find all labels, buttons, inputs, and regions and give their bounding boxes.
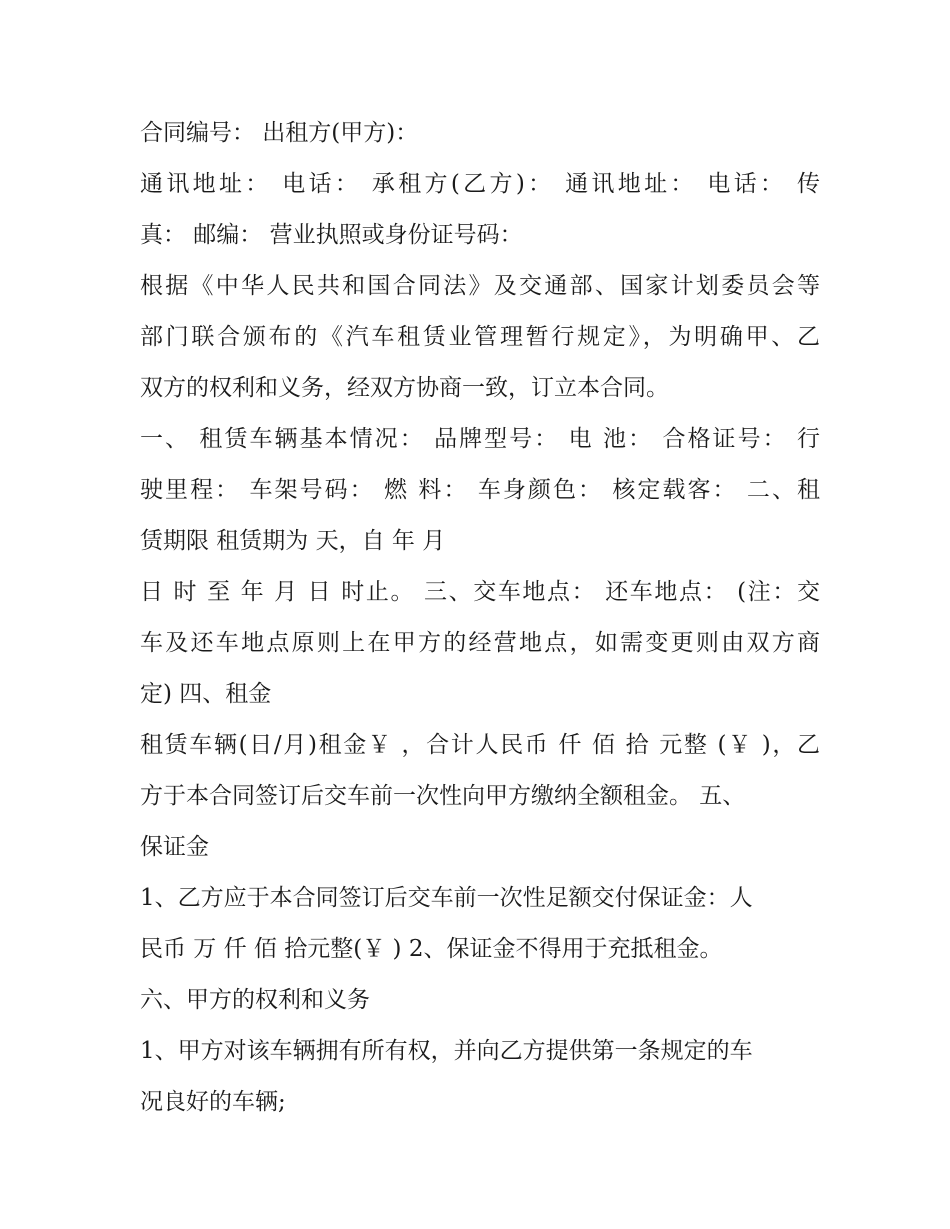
text-line-section-1-cont: 驶里程： 车架号码： 燃 料： 车身颜色： 核定载客： 二、租 bbox=[140, 477, 820, 503]
text-line-section-4-heading: 定) 四、租金 bbox=[140, 681, 272, 707]
text-line-deposit-1: 1、乙方应于本合同签订后交车前一次性足额交付保证金：人 bbox=[140, 885, 753, 911]
text-line-lease-term: 赁期限 租赁期为 天，自 年 月 bbox=[140, 528, 446, 554]
text-line-preamble-1: 根据《中华人民共和国合同法》及交通部、国家计划委员会等 bbox=[140, 273, 820, 299]
text-line-preamble-2: 部门联合颁布的《汽车租赁业管理暂行规定》，为明确甲、乙 bbox=[140, 324, 820, 350]
text-line-postcode-license: 真： 邮编： 营业执照或身份证号码： bbox=[140, 222, 523, 248]
contract-body bbox=[140, 108, 820, 1128]
text-line-section-1: 一、 租赁车辆基本情况： 品牌型号： 电 池： 合格证号： 行 bbox=[140, 426, 820, 452]
text-line-contract-no: 合同编号： 出租方(甲方)： bbox=[140, 120, 419, 146]
text-line-section-3: 日 时 至 年 月 日 时止。 三、交车地点： 还车地点： (注：交 bbox=[140, 579, 820, 605]
text-line-section-5-heading: 保证金 bbox=[140, 834, 209, 860]
text-line-address-phone: 通讯地址： 电话： 承租方(乙方)： 通讯地址： 电话： 传 bbox=[140, 171, 820, 197]
text-line-lessor-duty-1-cont: 况良好的车辆; bbox=[140, 1089, 286, 1115]
text-line-preamble-3: 双方的权利和义务，经双方协商一致，订立本合同。 bbox=[140, 375, 669, 401]
text-line-lessor-duty-1: 1、甲方对该车辆拥有所有权，并向乙方提供第一条规定的车 bbox=[140, 1038, 753, 1064]
text-line-rent: 租赁车辆(日/月)租金￥ ，合计人民币 仟 佰 拾 元整 (￥ )，乙 bbox=[140, 732, 820, 758]
text-line-section-6-heading: 六、甲方的权利和义务 bbox=[140, 987, 370, 1013]
text-line-deposit-2: 民币 万 仟 佰 拾元整(￥ ) 2、保证金不得用于充抵租金。 bbox=[140, 936, 723, 962]
text-line-section-3-note: 车及还车地点原则上在甲方的经营地点，如需变更则由双方商 bbox=[140, 630, 820, 656]
text-line-rent-payment: 方于本合同签订后交车前一次性向甲方缴纳全额租金。 五、 bbox=[140, 783, 746, 809]
